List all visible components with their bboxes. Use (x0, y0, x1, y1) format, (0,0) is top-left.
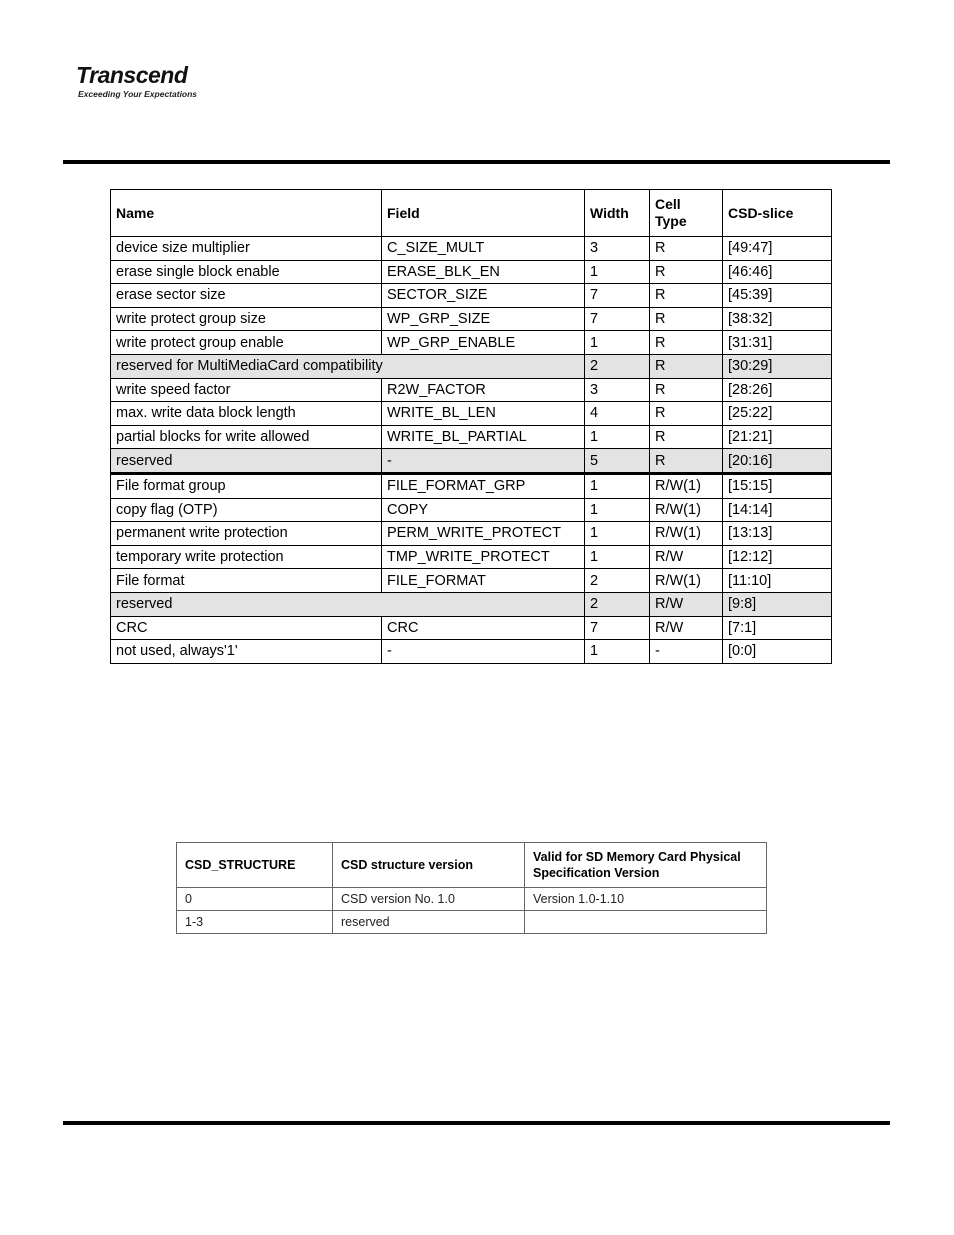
cell-width: 1 (585, 498, 650, 522)
cell-csd-slice: [13:13] (723, 522, 832, 546)
cell-name: reserved (111, 592, 585, 616)
cell-cell-type: R (650, 378, 723, 402)
cell-cell-type: R (650, 331, 723, 355)
cell-field: CRC (382, 616, 585, 640)
cell-name: write protect group enable (111, 331, 382, 355)
cell-field: COPY (382, 498, 585, 522)
cell-width: 1 (585, 545, 650, 569)
cell-name: CRC (111, 616, 382, 640)
column-header-csd-slice: CSD-slice (723, 190, 832, 237)
table-row (111, 307, 832, 331)
cell-csd-slice: [12:12] (723, 545, 832, 569)
cell-name: write protect group size (111, 307, 382, 331)
cell-width: 2 (585, 592, 650, 616)
cell-field: R2W_FACTOR (382, 378, 585, 402)
table-row (111, 640, 832, 664)
cell-cell-type: R (650, 284, 723, 308)
cell-cell-type: R (650, 402, 723, 426)
cell-csd-slice: [25:22] (723, 402, 832, 426)
cell-width: 7 (585, 616, 650, 640)
table-row (111, 237, 832, 261)
cell-cell-type: R/W(1) (650, 498, 723, 522)
logo-name: Transcend (76, 62, 188, 88)
cell-width: 2 (585, 569, 650, 593)
cell-field: - (382, 640, 585, 664)
cell-cell-type: R (650, 354, 723, 378)
cell-field: C_SIZE_MULT (382, 237, 585, 261)
cell-width: 3 (585, 237, 650, 261)
table-row (111, 522, 832, 546)
table-row (177, 911, 767, 934)
cell-cell-type: R/W (650, 616, 723, 640)
cell-name: reserved for MultiMediaCard compatibility (111, 354, 585, 378)
cell-width: 1 (585, 331, 650, 355)
cell-csd-slice: [7:1] (723, 616, 832, 640)
column-header-valid-for: Valid for SD Memory Card Physical Specification Version (525, 843, 767, 888)
cell-width: 1 (585, 522, 650, 546)
cell-csd-slice: [20:16] (723, 449, 832, 474)
cell-csd-slice: [11:10] (723, 569, 832, 593)
column-header-csd-structure: CSD_STRUCTURE (177, 843, 333, 888)
cell-cell-type: R (650, 307, 723, 331)
cell-name: device size multiplier (111, 237, 382, 261)
transcend-logo (76, 62, 216, 99)
cell-cell-type: R (650, 260, 723, 284)
column-header-cell-type: Cell Type (650, 190, 723, 237)
cell-name: max. write data block length (111, 402, 382, 426)
cell-cell-type: R (650, 425, 723, 449)
cell-field: FILE_FORMAT_GRP (382, 473, 585, 498)
cell-field: SECTOR_SIZE (382, 284, 585, 308)
cell-width: 1 (585, 640, 650, 664)
cell-name: write speed factor (111, 378, 382, 402)
table-row (111, 260, 832, 284)
cell-width: 7 (585, 284, 650, 308)
cell-field: ERASE_BLK_EN (382, 260, 585, 284)
table-row (111, 331, 832, 355)
cell-name: not used, always'1' (111, 640, 382, 664)
header-rule (63, 160, 890, 164)
cell-width: 4 (585, 402, 650, 426)
table-row (111, 473, 832, 498)
table-row (111, 425, 832, 449)
cell-csd-slice: [28:26] (723, 378, 832, 402)
cell-cell-type: R/W (650, 592, 723, 616)
cell-name: reserved (111, 449, 382, 474)
table-row (177, 888, 767, 911)
cell-cell-type: R/W(1) (650, 569, 723, 593)
cell-field: TMP_WRITE_PROTECT (382, 545, 585, 569)
cell-width: 1 (585, 425, 650, 449)
cell-field: FILE_FORMAT (382, 569, 585, 593)
cell-csd-structure: 0 (177, 888, 333, 911)
footer-rule (63, 1121, 890, 1125)
cell-field: PERM_WRITE_PROTECT (382, 522, 585, 546)
cell-name: temporary write protection (111, 545, 382, 569)
cell-field: WRITE_BL_LEN (382, 402, 585, 426)
cell-name: File format (111, 569, 382, 593)
cell-cell-type: R (650, 449, 723, 474)
table-row (111, 569, 832, 593)
table-row (111, 378, 832, 402)
table-row (111, 592, 832, 616)
table-row (111, 284, 832, 308)
cell-cell-type: R/W(1) (650, 522, 723, 546)
cell-valid-for (525, 911, 767, 934)
cell-width: 1 (585, 473, 650, 498)
cell-csd-slice: [46:46] (723, 260, 832, 284)
cell-field: WP_GRP_ENABLE (382, 331, 585, 355)
cell-name: File format group (111, 473, 382, 498)
table-row (111, 402, 832, 426)
table-row (111, 449, 832, 474)
csd-structure-table (176, 842, 767, 934)
column-header-structure-version: CSD structure version (333, 843, 525, 888)
cell-csd-slice: [30:29] (723, 354, 832, 378)
cell-csd-slice: [45:39] (723, 284, 832, 308)
table-row (111, 498, 832, 522)
cell-width: 5 (585, 449, 650, 474)
cell-csd-structure: 1-3 (177, 911, 333, 934)
table-row (111, 354, 832, 378)
table-header-row (177, 843, 767, 888)
cell-name: erase single block enable (111, 260, 382, 284)
cell-name: partial blocks for write allowed (111, 425, 382, 449)
cell-csd-slice: [15:15] (723, 473, 832, 498)
cell-name: copy flag (OTP) (111, 498, 382, 522)
cell-csd-slice: [21:21] (723, 425, 832, 449)
column-header-width: Width (585, 190, 650, 237)
cell-csd-slice: [14:14] (723, 498, 832, 522)
cell-width: 1 (585, 260, 650, 284)
cell-cell-type: R/W (650, 545, 723, 569)
cell-cell-type: R (650, 237, 723, 261)
cell-structure-version: CSD version No. 1.0 (333, 888, 525, 911)
column-header-field: Field (382, 190, 585, 237)
cell-valid-for: Version 1.0-1.10 (525, 888, 767, 911)
table-header-row (111, 190, 832, 237)
cell-csd-slice: [49:47] (723, 237, 832, 261)
cell-width: 2 (585, 354, 650, 378)
table-row (111, 545, 832, 569)
column-header-name: Name (111, 190, 382, 237)
cell-csd-slice: [0:0] (723, 640, 832, 664)
table-row (111, 616, 832, 640)
cell-csd-slice: [38:32] (723, 307, 832, 331)
csd-register-table (110, 189, 832, 664)
cell-structure-version: reserved (333, 911, 525, 934)
cell-field: - (382, 449, 585, 474)
cell-name: permanent write protection (111, 522, 382, 546)
cell-cell-type: - (650, 640, 723, 664)
cell-field: WP_GRP_SIZE (382, 307, 585, 331)
cell-width: 3 (585, 378, 650, 402)
logo-tagline: Exceeding Your Expectations (78, 89, 198, 99)
cell-width: 7 (585, 307, 650, 331)
cell-name: erase sector size (111, 284, 382, 308)
cell-csd-slice: [31:31] (723, 331, 832, 355)
cell-csd-slice: [9:8] (723, 592, 832, 616)
cell-cell-type: R/W(1) (650, 473, 723, 498)
cell-field: WRITE_BL_PARTIAL (382, 425, 585, 449)
